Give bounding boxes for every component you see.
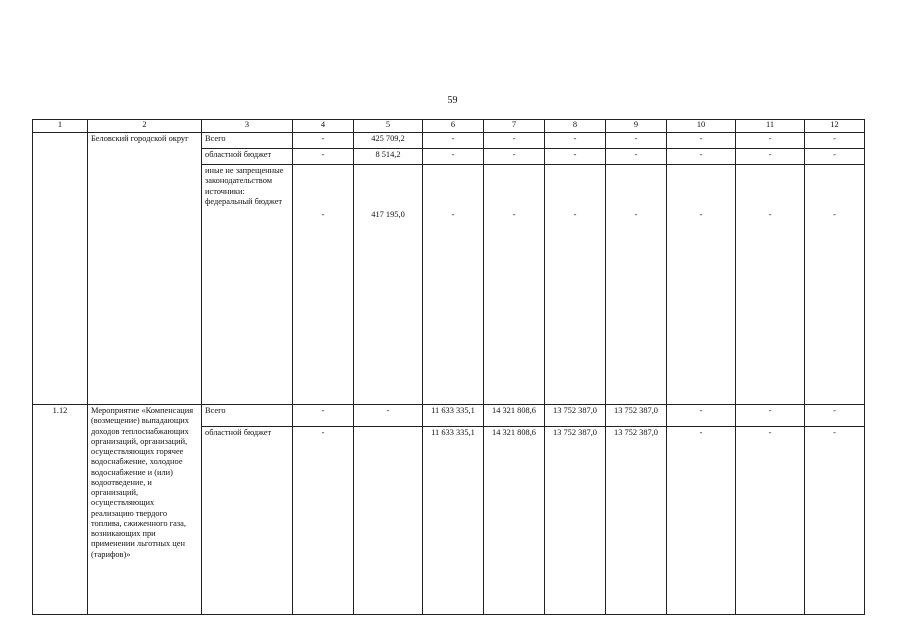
value-cell: - bbox=[805, 149, 865, 165]
value-cell: - bbox=[736, 133, 805, 149]
table-row bbox=[33, 133, 865, 149]
value-cell: - bbox=[805, 165, 865, 405]
header-cell: 7 bbox=[484, 120, 545, 133]
value-cell: 14 321 808,6 bbox=[484, 405, 545, 427]
value-cell: 8 514,2 bbox=[354, 149, 423, 165]
value-cell: - bbox=[606, 133, 667, 149]
value-cell: - bbox=[484, 149, 545, 165]
funding-source: иные не запрещенные законодательством источники: федеральный бюджет bbox=[202, 165, 293, 405]
funding-source: областной бюджет bbox=[202, 427, 293, 615]
table-row bbox=[33, 405, 865, 427]
value-cell: - bbox=[736, 149, 805, 165]
row-name: Беловский городской округ bbox=[88, 133, 202, 405]
value-cell: - bbox=[484, 165, 545, 405]
page-number: 59 bbox=[447, 95, 458, 106]
value-cell: - bbox=[736, 427, 805, 615]
header-row bbox=[33, 120, 865, 133]
value-cell: - bbox=[667, 149, 736, 165]
header-cell: 12 bbox=[805, 120, 865, 133]
row-name: Мероприятие «Компенсация (возмещение) выпадающих доходов теплоснабжающих организаций, организаций, осуществляющих горячее водоснабжение, холодное водоснабжение и (или) водоотведение, и организаций, осуществляющих реализацию твердого топлива, сжиженного газа, возникающих при применении льготных цен (тарифов)» bbox=[88, 405, 202, 615]
value-cell: - bbox=[293, 405, 354, 427]
value-cell: 13 752 387,0 bbox=[545, 427, 606, 615]
value-cell: - bbox=[736, 165, 805, 405]
value-cell: - bbox=[736, 405, 805, 427]
value-cell: 11 633 335,1 bbox=[423, 405, 484, 427]
value-cell: 417 195,0 bbox=[354, 165, 423, 405]
value-cell: - bbox=[423, 165, 484, 405]
value-cell: - bbox=[805, 133, 865, 149]
header-cell: 1 bbox=[33, 120, 88, 133]
value-cell: - bbox=[423, 149, 484, 165]
value-cell: - bbox=[545, 149, 606, 165]
funding-source: Всего bbox=[202, 405, 293, 427]
value-cell: 11 633 335,1 bbox=[423, 427, 484, 615]
value-cell: - bbox=[667, 405, 736, 427]
value-cell: - bbox=[805, 405, 865, 427]
value-cell: 13 752 387,0 bbox=[606, 405, 667, 427]
value-cell bbox=[354, 427, 423, 615]
header-cell: 9 bbox=[606, 120, 667, 133]
header-cell: 11 bbox=[736, 120, 805, 133]
value-cell: 425 709,2 bbox=[354, 133, 423, 149]
value-cell: - bbox=[484, 133, 545, 149]
value-cell: - bbox=[606, 165, 667, 405]
funding-source: Всего bbox=[202, 133, 293, 149]
value-cell: - bbox=[293, 149, 354, 165]
value-cell: - bbox=[354, 405, 423, 427]
value-cell: - bbox=[667, 427, 736, 615]
value-cell: - bbox=[606, 149, 667, 165]
value-cell: - bbox=[423, 133, 484, 149]
value-cell: - bbox=[545, 165, 606, 405]
row-number: 1.12 bbox=[33, 405, 88, 615]
value-cell: - bbox=[293, 133, 354, 149]
header-cell: 4 bbox=[293, 120, 354, 133]
value-cell: - bbox=[667, 133, 736, 149]
value-cell: 13 752 387,0 bbox=[545, 405, 606, 427]
value-cell: - bbox=[545, 133, 606, 149]
value-cell: - bbox=[293, 165, 354, 405]
header-cell: 6 bbox=[423, 120, 484, 133]
row-number bbox=[33, 133, 88, 405]
value-cell: - bbox=[667, 165, 736, 405]
value-cell: - bbox=[805, 427, 865, 615]
header-cell: 5 bbox=[354, 120, 423, 133]
header-cell: 8 bbox=[545, 120, 606, 133]
value-cell: 14 321 808,6 bbox=[484, 427, 545, 615]
header-cell: 10 bbox=[667, 120, 736, 133]
header-cell: 3 bbox=[202, 120, 293, 133]
header-cell: 2 bbox=[88, 120, 202, 133]
funding-source: областной бюджет bbox=[202, 149, 293, 165]
budget-table bbox=[32, 119, 865, 615]
value-cell: 13 752 387,0 bbox=[606, 427, 667, 615]
value-cell: - bbox=[293, 427, 354, 615]
